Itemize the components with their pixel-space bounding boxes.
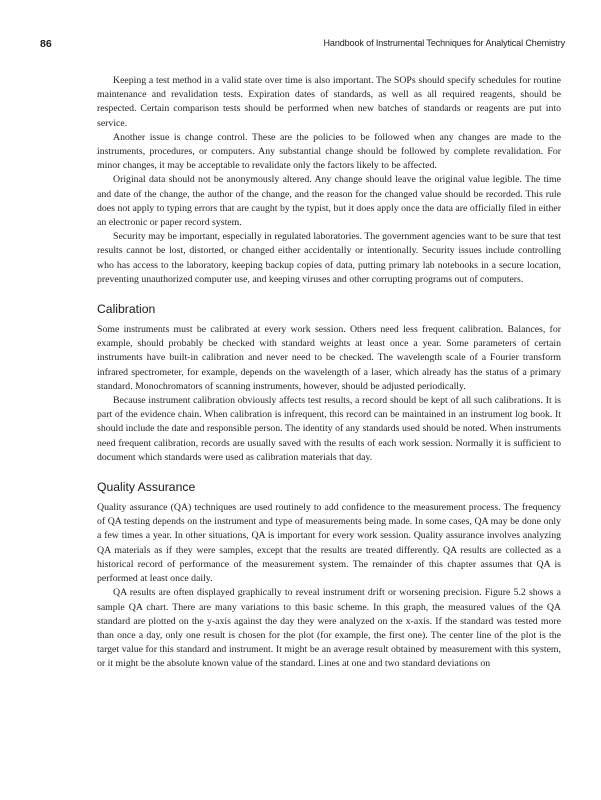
running-title: Handbook of Instrumental Techniques for Analytical Chemistry [323,38,565,48]
page-number: 86 [40,38,52,50]
paragraph: Because instrument calibration obviously affects test results, a record should be kept of all such calibrations. It is part of the evidence chain. When calibration is infrequent, this record can be maintained in an instrument log book. It should include the date and responsible person. The identity of any standards used should be noted. When instruments need frequent calibration, records are usually saved with the results of each work session. Normally it is sufficient to document which standards were used as calibration materials that day. [97,395,561,463]
paragraph: Quality assurance (QA) techniques are used routinely to add confidence to the measurement process. The frequency of QA testing depends on the instrument and type of measurements being made. In some cases, QA may be done only a few times a year. In other situations, QA is important for every work session. Quality assurance involves analyzing QA materials as if they were samples, except that the results are treated differently. QA results are collected as a historical record of performance of the measurement system. The remainder of this chapter assumes that QA is performed at least once daily. [97,502,561,585]
paragraph: Another issue is change control. These are the policies to be followed when any changes are made to the instruments, procedures, or computers. Any substantial change should be followed by complete revalidation. For minor changes, it may be acceptable to revalidate only the factors likely to be affected. [97,131,561,172]
paragraph: Some instruments must be calibrated at every work session. Others need less frequent calibration. Balances, for example, should probably be checked with standard weights at least once a year. Some parameters of certain instruments have built-in calibration and never need to be checked. The wavelength scale of a Fourier transform infrared spectrometer, for example, depends on the wavelength of a laser, which already has the status of a primary standard. Monochromators of scanning instruments, however, should be adjusted periodically. [97,324,561,392]
section-heading-calibration: Calibration [97,302,156,317]
body-text [97,74,561,672]
paragraph: Keeping a test method in a valid state over time is also important. The SOPs should specify schedules for routine maintenance and revalidation tests. Expiration dates of standards, as well as all required reagents, should be respected. Certain comparison tests should be performed when new batches of standards or reagents are put into service. [97,75,561,129]
paragraph: QA results are often displayed graphically to reveal instrument drift or worsening precision. Figure 5.2 shows a sample QA chart. There are many variations to this basic scheme. In this graph, the measured values of the QA standard are plotted on the y-axis against the day they were analyzed on the x-axis. If the standard was tested more than once a day, only one result is chosen for the plot (for example, the first one). The center line of the plot is the target value for this standard and instrument. It might be an average result obtained by measurement with this system, or it might be the absolute known value of the standard. Lines at one and two standard deviations on [97,587,561,670]
paragraph: Security may be important, especially in regulated laboratories. The government agencies want to be sure that test results cannot be lost, distorted, or changed either accidentally or intentionally. Security issues include controlling who has access to the laboratory, keeping backup copies of data, putting primary lab notebooks in a secure location, preventing unauthorized computer use, and keeping viruses and other corrupting programs out of computers. [97,231,561,285]
paragraph: Original data should not be anonymously altered. Any change should leave the original value legible. The time and date of the change, the author of the change, and the reason for the changed value should be recorded. This rule does not apply to typing errors that are caught by the typist, but it does apply once the data are officially filed in either an electronic or paper record system. [97,174,561,229]
section-heading-quality-assurance: Quality Assurance [97,480,196,495]
page-header [40,38,565,52]
